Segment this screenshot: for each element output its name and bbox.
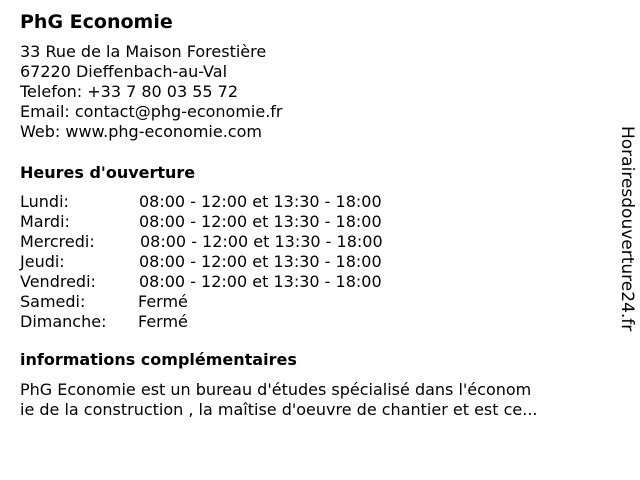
business-card (20, 10, 595, 420)
time-value: Fermé (138, 312, 188, 331)
info-line: PhG Economie est un bureau d'études spécialisé dans l'économ (20, 380, 532, 399)
day-label: Samedi: (20, 292, 86, 311)
day-label: Dimanche: (20, 312, 107, 331)
hours-row-saturday (20, 292, 595, 312)
business-name: PhG Economie (20, 11, 173, 33)
address-block (20, 42, 595, 142)
time-value: Fermé (138, 292, 188, 311)
hours-row-friday (20, 272, 595, 292)
day-label: Mardi: (20, 212, 70, 231)
address-street: 33 Rue de la Maison Forestière (20, 42, 267, 61)
address-city: 67220 Dieffenbach-au-Val (20, 62, 228, 81)
additional-info-text (20, 380, 595, 420)
hours-row-wednesday (20, 232, 595, 252)
time-value: 08:00 - 12:00 et 13:30 - 18:00 (139, 192, 382, 211)
time-value: 08:00 - 12:00 et 13:30 - 18:00 (139, 272, 382, 291)
time-value: 08:00 - 12:00 et 13:30 - 18:00 (139, 212, 382, 231)
email-address: Email: contact@phg-economie.fr (20, 102, 283, 121)
day-label: Vendredi: (20, 272, 96, 291)
website: Web: www.phg-economie.com (20, 122, 262, 141)
site-watermark: Horairesdouverture24.fr (617, 126, 637, 332)
hours-row-tuesday (20, 212, 595, 232)
day-label: Mercredi: (20, 232, 95, 251)
opening-hours-table (20, 192, 595, 332)
hours-row-monday (20, 192, 595, 212)
hours-row-sunday (20, 312, 595, 332)
day-label: Jeudi: (20, 252, 65, 271)
opening-hours-heading: Heures d'ouverture (20, 163, 196, 182)
time-value: 08:00 - 12:00 et 13:30 - 18:00 (139, 252, 382, 271)
additional-info-heading: informations complémentaires (20, 350, 297, 369)
hours-row-thursday (20, 252, 595, 272)
info-line: ie de la construction , la maîtise d'oeuvre de chantier et est ce... (20, 400, 538, 419)
phone-number: Telefon: +33 7 80 03 55 72 (20, 82, 239, 101)
day-label: Lundi: (20, 192, 69, 211)
time-value: 08:00 - 12:00 et 13:30 - 18:00 (140, 232, 383, 251)
